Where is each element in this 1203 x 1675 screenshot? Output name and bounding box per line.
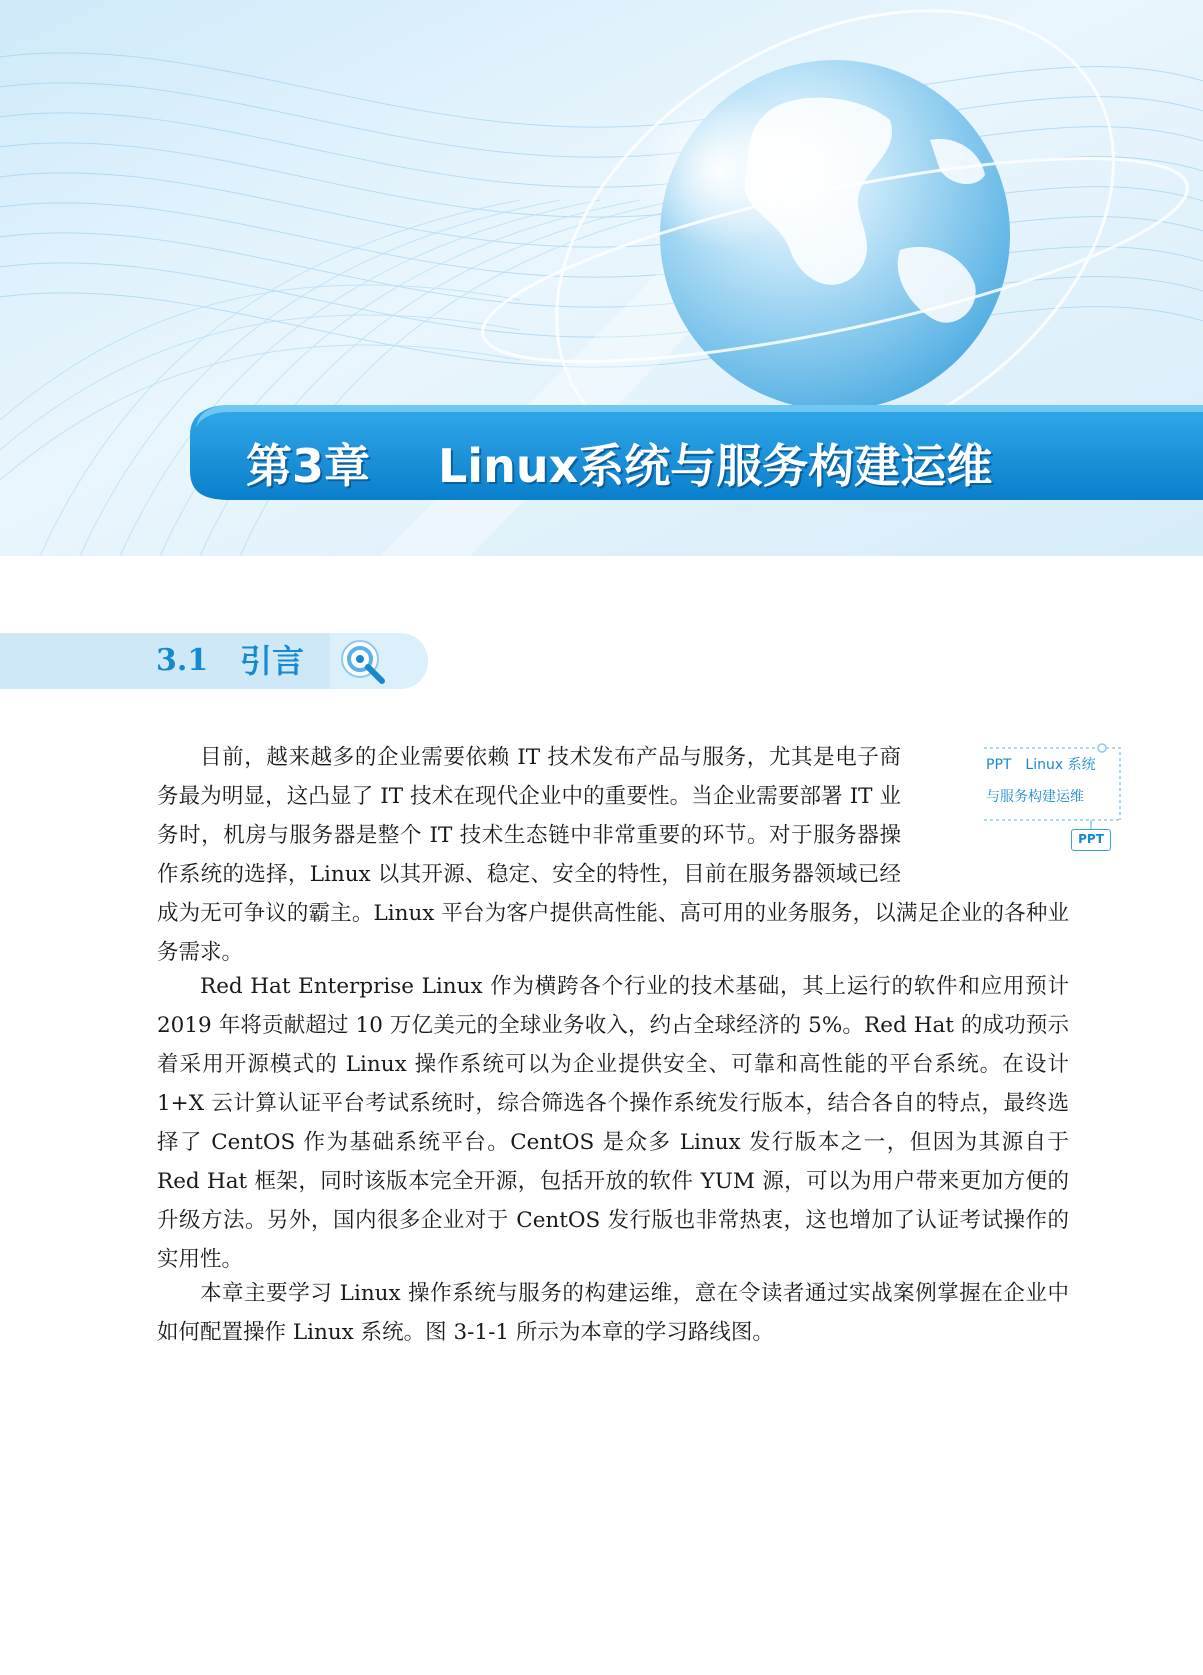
- section-number: 3.1: [156, 643, 209, 678]
- chapter-title: Linux系统与服务构建运维: [438, 439, 993, 493]
- section-heading: [0, 633, 440, 689]
- magnifier-icon: [330, 633, 430, 689]
- side-note-gap: [901, 738, 1069, 894]
- section-title: 引言: [240, 642, 305, 680]
- side-note-line2: 与服务构建运维: [986, 789, 1084, 805]
- ppt-badge[interactable]: PPT: [1071, 829, 1111, 851]
- paragraph-intro: [157, 738, 1069, 972]
- paragraph-redhat: Red Hat Enterprise Linux 作为横跨各个行业的技术基础，其上运行的软件和应用预计 2019 年将贡献超过 10 万亿美元的全球业务收入，约占全球经济的 5%。Red Hat 的成功预示着采用开源模式的 Linux 操作系统可以为企业提供安全、可靠和高性能的平台系统。在设计 1+X 云计算认证平台考试系统时，综合筛选各个操作系统发行版本，结合各自的特点，最终选择了 CentOS 作为基础系统平台。CentOS 是众多 Linux 发行版本之一，但因为其源自于 Red Hat 框架，同时该版本完全开源，包括开放的软件 YUM 源，可以为用户带来更加方便的升级方法。另外，国内很多企业对于 CentOS 发行版也非常热衷，这也增加了认证考试操作的实用性。: [157, 974, 1069, 1272]
- side-note-line1: PPT Linux 系统: [986, 757, 1096, 773]
- chapter-number: 第3章: [246, 439, 371, 493]
- chapter-banner: [0, 0, 1203, 556]
- paragraph-1-text: 目前，越来越多的企业需要依赖 IT 技术发布产品与服务，尤其是电子商务最为明显，这凸显了 IT 技术在现代企业中的重要性。当企业需要部署 IT 业务时，机房与服务器是整个 IT 技术生态链中非常重要的环节。对于服务器操作系统的选择，Linux 以其开源、稳定、安全的特性，目前在服务器领域已经成为无可争议的霸主。Linux 平台为客户提供高性能、高可用的业务服务，以满足企业的各种业务需求。: [157, 745, 1069, 965]
- paragraph-chapter-scope: 本章主要学习 Linux 操作系统与服务的构建运维，意在令读者通过实战案例掌握在企业中如何配置操作 Linux 系统。图 3-1-1 所示为本章的学习路线图。: [157, 1281, 1069, 1345]
